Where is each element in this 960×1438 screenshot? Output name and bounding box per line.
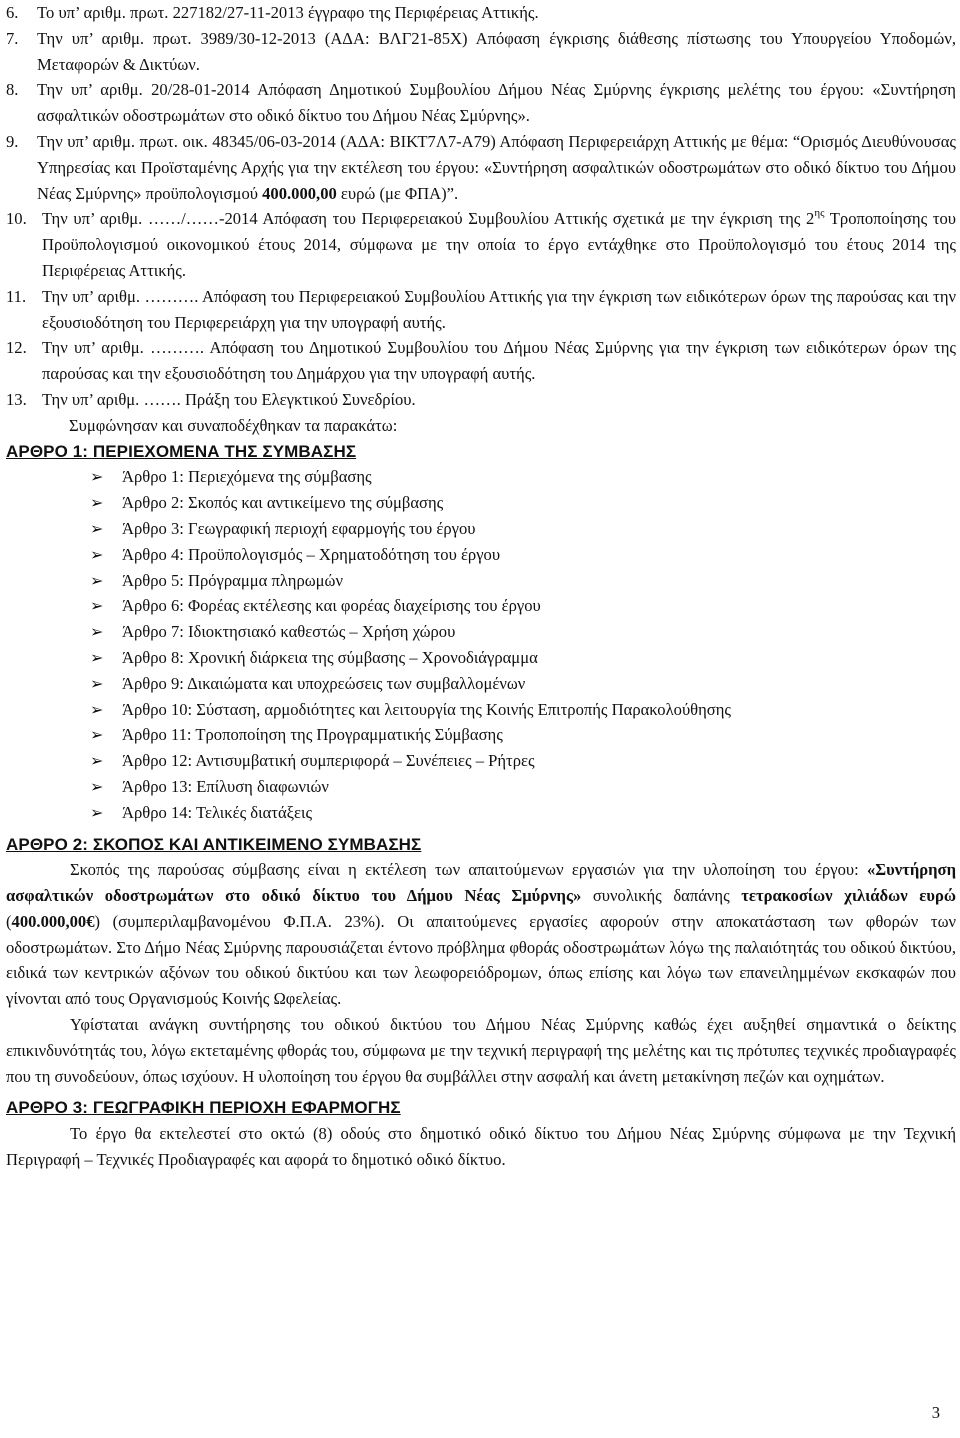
arrow-bullet-icon: ➢ xyxy=(90,570,104,590)
agreed-line: Συμφώνησαν και συναποδέχθηκαν τα παρακάτω: xyxy=(69,415,398,435)
reference-list xyxy=(6,0,956,413)
reference-item: 13. Την υπ’ αριθμ. ……. Πράξη του Ελεγκτικού Συνεδρίου. xyxy=(6,389,416,409)
article-toc-list xyxy=(6,464,956,825)
arrow-bullet-icon: ➢ xyxy=(90,802,104,822)
toc-item: ➢ Άρθρο 1: Περιεχόμενα της σύμβασης xyxy=(90,464,956,490)
toc-item: ➢ Άρθρο 9: Δικαιώματα και υποχρεώσεις των συμβαλλομένων xyxy=(90,671,956,697)
arrow-bullet-icon: ➢ xyxy=(90,544,104,564)
arrow-bullet-icon: ➢ xyxy=(90,518,104,538)
toc-item: ➢ Άρθρο 8: Χρονική διάρκεια της σύμβασης – Χρονοδιάγραμμα xyxy=(90,645,956,671)
toc-item: ➢ Άρθρο 3: Γεωγραφική περιοχή εφαρμογής του έργου xyxy=(90,516,956,542)
arrow-bullet-icon: ➢ xyxy=(90,596,104,616)
toc-item: ➢ Άρθρο 2: Σκοπός και αντικείμενο της σύμβασης xyxy=(90,490,956,516)
reference-item: 8. Την υπ’ αριθμ. 20/28-01-2014 Απόφαση Δημοτικού Συμβουλίου Δήμου Νέας Σμύρνης έγκρισης μελέτης του έργου: «Συντήρηση ασφαλτικών οδοστρωμάτων στο οδικό δίκτυο του Δήμου Νέας Σμύρνης». xyxy=(6,80,956,126)
reference-item: 9. Την υπ’ αριθμ. πρωτ. οικ. 48345/06-03-2014 (ΑΔΑ: ΒΙΚΤ7Λ7-Α79) Απόφαση Περιφερειάρχη Αττικής με θέμα: “Ορισμός Διευθύνουσας Υπηρεσίας και Προϊσταμένης Αρχής για την εκτέλεση του έργου: «Συντήρηση ασφαλτικών οδοστρωμάτων στο οδικό δίκτυο του Δήμου Νέας Σμύρνης» προϋπολογισμού 400.000,00 ευρώ (με ΦΠΑ)”. xyxy=(6,131,956,203)
arrow-bullet-icon: ➢ xyxy=(90,699,104,719)
article2-paragraph: Σκοπός της παρούσας σύμβασης είναι η εκτέλεση των απαιτούμενων εργασιών για την υλοποίηση του έργου: «Συντήρηση ασφαλτικών οδοστρωμάτων στο οδικό δίκτυο του Δήμου Νέας Σμύρνης» συνολικής δαπάνης τετρακοσίων χιλιάδων ευρώ (400.000,00€) (συμπεριλαμβανομένου Φ.Π.Α. 23%). Οι απαιτούμενες εργασίες αφορούν στην αποκατάσταση των φθορών των οδοστρωμάτων. Στο Δήμο Νέας Σμύρνης παρουσιάζεται έντονο πρόβλημα φθοράς οδοστρωμάτων λόγω της παλαιότητάς του οδικού δικτύου, ειδικά των κεντρικών αξόνων του οδικού δικτύου και των λεωφορειόδρομων, όπως επίσης και λόγω των επανειλημμένων εκσκαφών που γίνονται από τους Οργανισμούς Κοινής Ωφελείας. xyxy=(6,860,956,1009)
toc-item: ➢ Άρθρο 5: Πρόγραμμα πληρωμών xyxy=(90,568,956,594)
reference-item: 6. Το υπ’ αριθμ. πρωτ. 227182/27-11-2013 έγγραφο της Περιφέρειας Αττικής. xyxy=(6,3,539,22)
reference-item: 10. Την υπ’ αριθμ. ……/……-2014 Απόφαση του Περιφερειακού Συμβουλίου Αττικής σχετικά με την έγκριση της $2^{\eta\varsigma}$ Τροποποίησης του Προϋπολογισμού οικονομικού έτους 2014, σύμφωνα με την οποία το έργο εντάχθηκε στο Προϋπολογισμό του έτους 2014 της Περιφέρειας Αττικής. xyxy=(6,207,957,280)
reference-item: 12. Την υπ’ αριθμ. ………. Απόφαση του Δημοτικού Συμβουλίου του Δήμου Νέας Σμύρνης για την έγκριση των ειδικότερων όρων της παρούσας και την εξουσιοδότηση του Δημάρχου για την υπογραφή αυτής. xyxy=(6,338,956,384)
toc-item: ➢ Άρθρο 11: Τροποποίηση της Προγραμματικής Σύμβασης xyxy=(90,722,956,748)
toc-item: ➢ Άρθρο 12: Αντισυμβατική συμπεριφορά – Συνέπειες – Ρήτρες xyxy=(90,748,956,774)
reference-item: 11. Την υπ’ αριθμ. ………. Απόφαση του Περιφερειακού Συμβουλίου Αττικής για την έγκριση των ειδικότερων όρων της παρούσας και την εξουσιοδότηση του Περιφερειάρχη για την υπογραφή αυτής. xyxy=(6,286,956,332)
article3-paragraph: Το έργο θα εκτελεστεί στο οκτώ (8) οδούς στο δημοτικό οδικό δίκτυο του Δήμου Νέας Σμύρνης σύμφωνα με την Τεχνική Περιγραφή – Τεχνικές Προδιαγραφές και αφορά το δημοτικό οδικό δίκτυο. xyxy=(6,1124,956,1170)
page-number: 3 xyxy=(931,1403,940,1422)
toc-item: ➢ Άρθρο 7: Ιδιοκτησιακό καθεστώς – Χρήση χώρου xyxy=(90,619,956,645)
toc-item: ➢ Άρθρο 13: Επίλυση διαφωνιών xyxy=(90,774,956,800)
arrow-bullet-icon: ➢ xyxy=(90,776,104,796)
article1-title: ΑΡΘΡΟ 1: ΠΕΡΙΕΧΟΜΕΝΑ ΤΗΣ ΣΥΜΒΑΣΗΣ xyxy=(6,441,357,461)
article3-title: ΑΡΘΡΟ 3: ΓΕΩΓΡΑΦΙΚΗ ΠΕΡΙΟΧΗ ΕΦΑΡΜΟΓΗΣ xyxy=(6,1098,401,1118)
reference-item: 7. Την υπ’ αριθμ. πρωτ. 3989/30-12-2013 (ΑΔΑ: ΒΛΓ21-85Χ) Απόφαση έγκρισης διάθεσης πίστωσης του Υπουργείου Υποδομών, Μεταφορών & Δικτύων. xyxy=(6,28,956,74)
arrow-bullet-icon: ➢ xyxy=(90,673,104,693)
article2-title: ΑΡΘΡΟ 2: ΣΚΟΠΟΣ ΚΑΙ ΑΝΤΙΚΕΙΜΕΝΟ ΣΥΜΒΑΣΗΣ xyxy=(6,834,422,854)
arrow-bullet-icon: ➢ xyxy=(90,467,104,487)
toc-item: ➢ Άρθρο 4: Προϋπολογισμός – Χρηματοδότηση του έργου xyxy=(90,542,956,568)
toc-item: ➢ Άρθρο 10: Σύσταση, αρμοδιότητες και λειτουργία της Κοινής Επιτροπής Παρακολούθησης xyxy=(90,697,956,723)
arrow-bullet-icon: ➢ xyxy=(90,725,104,745)
toc-item: ➢ Άρθρο 6: Φορέας εκτέλεσης και φορέας διαχείρισης του έργου xyxy=(90,593,956,619)
toc-item: ➢ Άρθρο 14: Τελικές διατάξεις xyxy=(90,800,956,826)
article2-paragraph: Υφίσταται ανάγκη συντήρησης του οδικού δικτύου του Δήμου Νέας Σμύρνης καθώς έχει αυξηθεί σημαντικά ο δείκτης επικινδυνότητάς του, λόγω εκτεταμένης φθοράς του, σύμφωνα με την τεχνική περιγραφή της μελέτης και τις πρότυπες τεχνικές προδιαγραφές που τη συνοδεύουν, όπως ισχύουν. Η υλοποίηση του έργου θα συμβάλλει στην ασφαλή και άνετη μετακίνηση πεζών και οχημάτων. xyxy=(6,1015,956,1086)
arrow-bullet-icon: ➢ xyxy=(90,751,104,771)
arrow-bullet-icon: ➢ xyxy=(90,493,104,513)
arrow-bullet-icon: ➢ xyxy=(90,622,104,642)
arrow-bullet-icon: ➢ xyxy=(90,647,104,667)
